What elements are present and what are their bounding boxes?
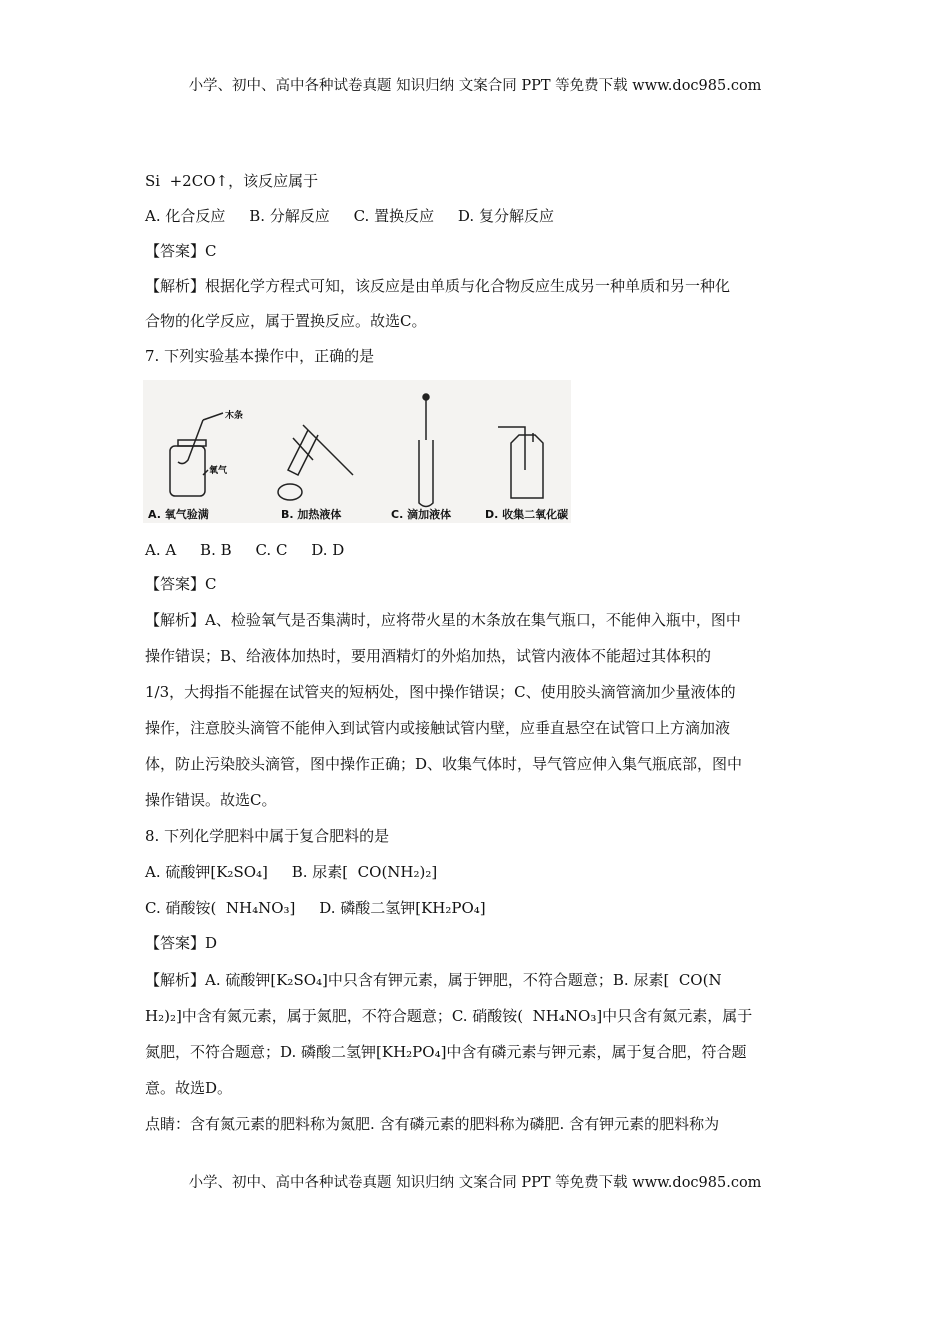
text-line: 【答案】C — [145, 242, 217, 260]
test-tube-b — [288, 430, 318, 475]
alcohol-lamp — [278, 484, 302, 500]
caption-d: D. 收集二氧化碳 — [485, 508, 569, 521]
text-line: 意。故选D。 — [145, 1079, 233, 1097]
page-header: 小学、初中、高中各种试卷真题 知识归纳 文案合同 PPT 等免费下载 www.doc985.com — [188, 78, 762, 94]
text-line: 操作，注意胶头滴管不能伸入到试管内或接触试管内壁，应垂直悬空在试管口上方滴加液 — [145, 719, 731, 737]
caption-b: B. 加热液体 — [281, 508, 342, 521]
text-line: C. 硝酸铵( NH₄NO₃] D. 磷酸二氢钾[KH₂PO₄] — [145, 899, 486, 917]
text-line: H₂)₂]中含有氮元素，属于氮肥，不符合题意；C. 硝酸铵( NH₄NO₃]中只含有氮元素，属于 — [145, 1007, 753, 1025]
text-line: 【解析】A. 硫酸钾[K₂SO₄]中只含有钾元素，属于钾肥，不符合题意；B. 尿素[ CO(N — [145, 971, 722, 989]
text-line: 操作错误；B、给液体加热时，要用酒精灯的外焰加热，试管内液体不能超过其体积的 — [145, 647, 712, 665]
text-line: 点睛：含有氮元素的肥料称为氮肥. 含有磷元素的肥料称为磷肥. 含有钾元素的肥料称为 — [145, 1115, 720, 1133]
text-line: A. 化合反应 B. 分解反应 C. 置换反应 D. 复分解反应 — [145, 207, 554, 225]
page-footer: 小学、初中、高中各种试卷真题 知识归纳 文案合同 PPT 等免费下载 www.doc985.com — [188, 1175, 762, 1191]
text-line: 【答案】C — [145, 575, 217, 593]
text-line: 8. 下列化学肥料中属于复合肥料的是 — [145, 827, 390, 845]
experiment-figure — [143, 380, 571, 523]
gas-bottle-d — [511, 435, 543, 498]
caption-c: C. 滴加液体 — [391, 508, 452, 521]
text-line: 【解析】A、检验氧气是否集满时，应将带火星的木条放在集气瓶口，不能伸入瓶中，图中 — [145, 611, 741, 629]
text-line: Si +2CO↑，该反应属于 — [145, 172, 319, 190]
text-line: 【解析】根据化学方程式可知，该反应是由单质与化合物反应生成另一种单质和另一种化 — [145, 277, 731, 295]
test-tube-c — [419, 440, 433, 507]
oxygen-label: 氧气 — [209, 466, 228, 476]
gas-bottle-a — [170, 446, 205, 496]
wood-stick — [178, 420, 203, 464]
stick-label: 木条 — [225, 411, 244, 421]
text-line: 1/3，大拇指不能握在试管夹的短柄处，图中操作错误；C、使用胶头滴管滴加少量液体的 — [145, 683, 736, 701]
text-line: A. 硫酸钾[K₂SO₄] B. 尿素[ CO(NH₂)₂] — [145, 863, 438, 881]
bottle-cap-shape — [178, 440, 206, 446]
text-line: 体，防止污染胶头滴管，图中操作正确；D、收集气体时，导气管应伸入集气瓶底部，图中 — [145, 755, 743, 773]
text-line: 7. 下列实验基本操作中，正确的是 — [145, 347, 375, 365]
text-line: 【答案】D — [145, 934, 218, 952]
lab-apparatus-illustration — [143, 380, 571, 523]
caption-a: A. 氧气验满 — [148, 508, 209, 521]
text-line: 氮肥，不符合题意；D. 磷酸二氢钾[KH₂PO₄]中含有磷元素与钾元素，属于复合肥，符合题 — [145, 1043, 747, 1061]
text-line: A. A B. B C. C D. D — [145, 541, 345, 559]
text-line: 合物的化学反应，属于置换反应。故选C。 — [145, 312, 427, 330]
text-line: 操作错误。故选C。 — [145, 791, 277, 809]
